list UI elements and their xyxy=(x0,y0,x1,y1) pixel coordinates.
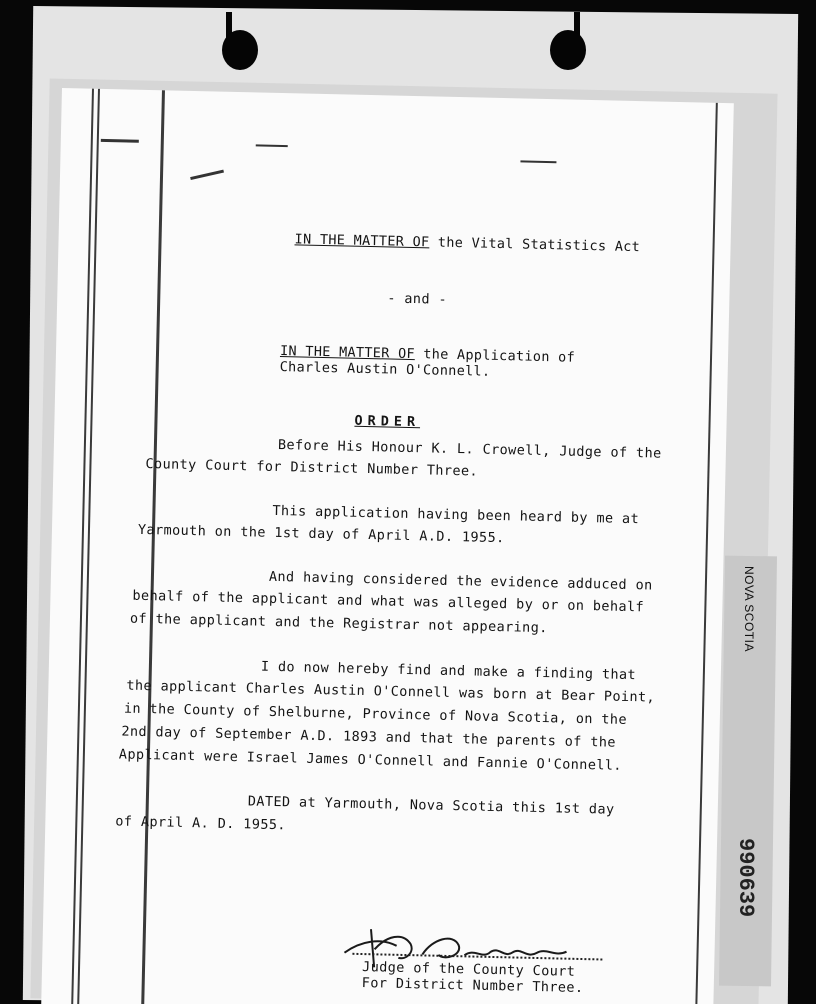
margin-rule xyxy=(695,103,718,1004)
heading-text: the Application of xyxy=(414,346,576,366)
order-page xyxy=(41,88,734,1004)
file-number-stamp: 990639 xyxy=(733,838,758,918)
dated-line: of April A. D. 1955. xyxy=(115,813,287,834)
applicant-name: Charles Austin O'Connell. xyxy=(279,359,491,380)
punch-hole xyxy=(550,30,586,70)
paragraph-line: the applicant Charles Austin O'Connell was born at Bear Point, xyxy=(126,677,656,706)
paragraph-line: Applicant were Israel James O'Connell and Fannie O'Connell. xyxy=(118,746,623,774)
staple-mark xyxy=(256,144,288,147)
staple-mark xyxy=(101,139,139,143)
order-title: ORDER xyxy=(354,412,421,431)
province-stamp: NOVA SCOTIA xyxy=(742,566,756,652)
paragraph-line: I do now hereby find and make a finding that xyxy=(260,658,637,684)
paragraph-line: behalf of the applicant and what was alleged by or on behalf xyxy=(132,587,645,616)
paragraph-line: And having considered the evidence adduced on xyxy=(268,568,653,594)
staple-mark xyxy=(190,170,224,180)
staple-mark xyxy=(520,160,556,163)
margin-rule xyxy=(141,90,165,1004)
heading-prefix: IN THE MATTER OF xyxy=(294,231,430,251)
punch-hole xyxy=(222,30,258,70)
paragraph-line: 2nd day of September A.D. 1893 and that the parents of the xyxy=(121,723,617,751)
paragraph-line: of the applicant and the Registrar not appearing. xyxy=(129,610,548,637)
paragraph-line: Before His Honour K. L. Crowell, Judge of the xyxy=(277,436,662,462)
heading-text: the Vital Statistics Act xyxy=(429,234,641,256)
heading-vital-statistics xyxy=(294,231,640,255)
heading-prefix: IN THE MATTER OF xyxy=(279,343,416,363)
signature-title: Judge of the County Court xyxy=(361,959,576,980)
dated-line: DATED at Yarmouth, Nova Scotia this 1st day xyxy=(247,793,615,818)
signature-title: For District Number Three. xyxy=(361,975,584,997)
paragraph-line: County Court for District Number Three. xyxy=(145,455,479,480)
paragraph-line: This application having been heard by me at xyxy=(272,502,640,528)
paragraph-line: Yarmouth on the 1st day of April A.D. 1955. xyxy=(137,521,505,547)
paragraph-line: in the County of Shelburne, Province of Nova Scotia, on the xyxy=(123,700,628,728)
margin-rule xyxy=(71,89,94,1004)
conjunction: - and - xyxy=(387,290,448,308)
